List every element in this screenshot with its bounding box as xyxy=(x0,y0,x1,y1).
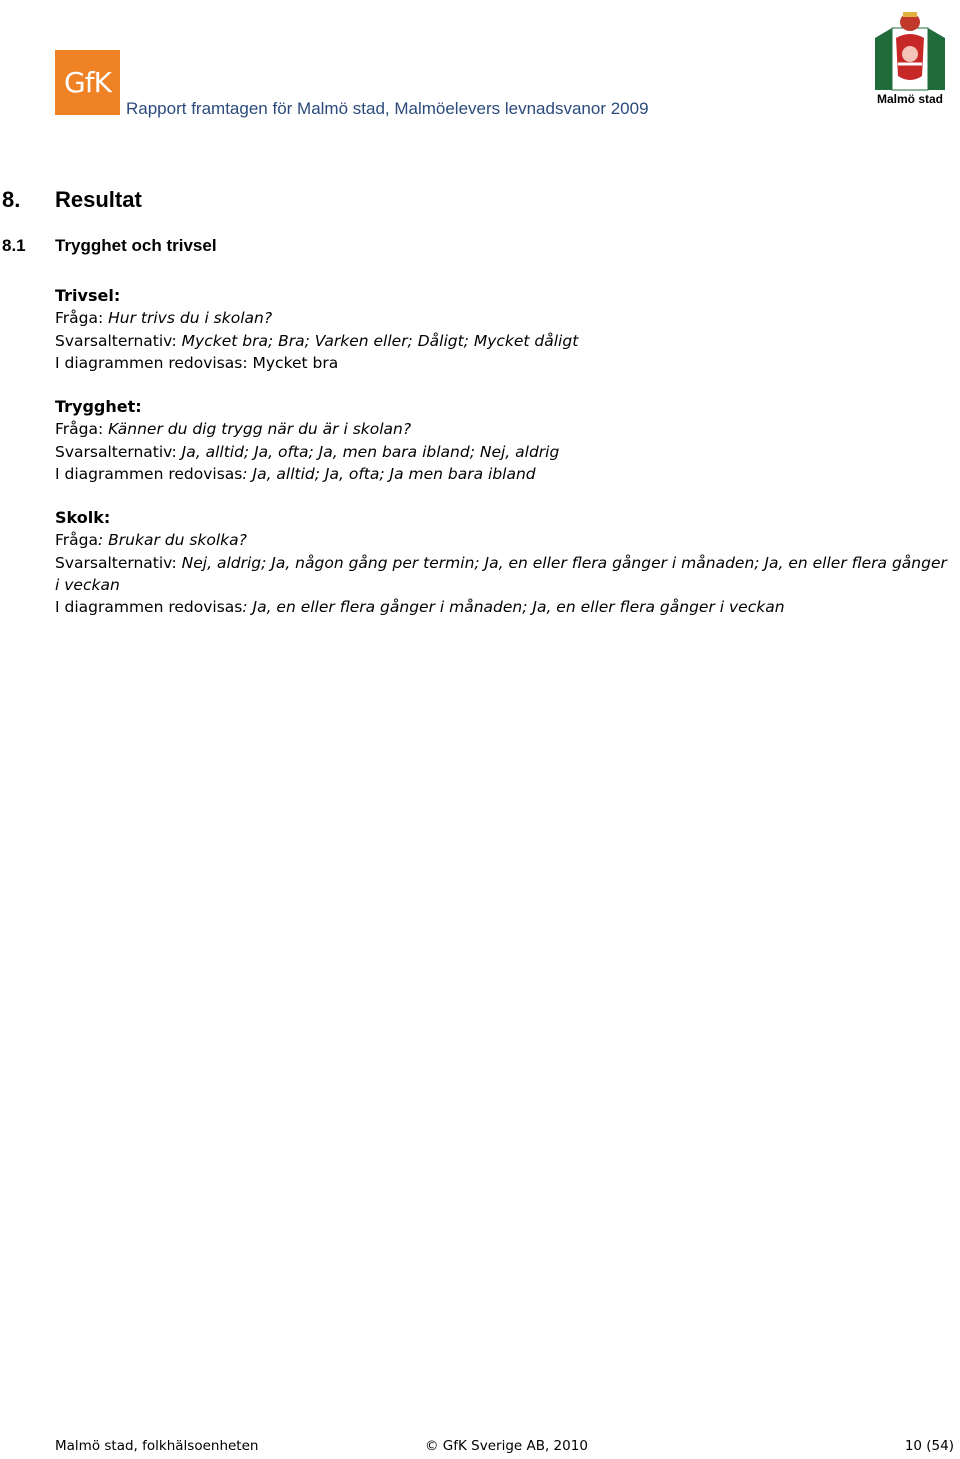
subheading-trygghet-och-trivsel xyxy=(2,236,217,256)
shown-line: I diagrammen redovisas: Ja, alltid; Ja, ofta; Ja men bara ibland xyxy=(55,464,536,483)
malmo-logo-text: Malmö stad xyxy=(876,92,943,106)
section-trygghet xyxy=(55,396,950,485)
footer-center: © GfK Sverige AB, 2010 xyxy=(425,1438,588,1454)
section-title: Skolk: xyxy=(55,508,111,527)
question-line: Fråga: Brukar du skolka? xyxy=(55,531,247,550)
question-text: : Brukar du skolka? xyxy=(98,531,247,550)
heading-number: 8. xyxy=(2,187,21,212)
header-title: Rapport framtagen för Malmö stad, Malmöelevers levnadsvanor 2009 xyxy=(126,99,649,118)
section-title: Trygghet: xyxy=(55,397,142,416)
options-text: Mycket bra; Bra; Varken eller; Dåligt; Mycket dåligt xyxy=(176,331,579,350)
gfk-logo xyxy=(55,50,120,115)
options-text: Ja, alltid; Ja, ofta; Ja, men bara ibland; Nej, aldrig xyxy=(176,442,560,461)
section-title: Trivsel: xyxy=(55,286,121,305)
options-text: Nej, aldrig; Ja, någon gång per termin; Ja, en eller flera gånger i månaden; Ja, en eller flera gånger i veckan xyxy=(55,553,947,594)
heading-resultat xyxy=(2,187,142,213)
question-line: Fråga: Känner du dig trygg när du är i skolan? xyxy=(55,420,412,439)
section-skolk xyxy=(55,507,950,618)
subheading-number: 8.1 xyxy=(2,236,26,255)
question-text: Hur trivs du i skolan? xyxy=(103,309,273,328)
subheading-text: Trygghet och trivsel xyxy=(55,236,217,255)
options-line: Svarsalternativ: Ja, alltid; Ja, ofta; Ja, men bara ibland; Nej, aldrig xyxy=(55,442,560,461)
heading-text: Resultat xyxy=(55,187,142,212)
shown-line: I diagrammen redovisas: Ja, en eller flera gånger i månaden; Ja, en eller flera gånger i veckan xyxy=(55,598,785,617)
malmo-stad-logo xyxy=(872,8,948,108)
options-line: Svarsalternativ: Mycket bra; Bra; Varken eller; Dåligt; Mycket dåligt xyxy=(55,331,579,350)
question-line: Fråga: Hur trivs du i skolan? xyxy=(55,309,273,328)
section-trivsel xyxy=(55,285,950,374)
footer-left: Malmö stad, folkhälsoenheten xyxy=(55,1438,259,1454)
question-text: Känner du dig trygg när du är i skolan? xyxy=(103,420,412,439)
shown-text: : Ja, en eller flera gånger i månaden; Ja, en eller flera gånger i veckan xyxy=(242,598,785,617)
gfk-logo-text: GfK xyxy=(64,66,111,99)
options-line: Svarsalternativ: Nej, aldrig; Ja, någon gång per termin; Ja, en eller flera gånger i månaden; Ja, en eller flera gånger i veckan xyxy=(55,553,947,594)
shown-text: : Ja, alltid; Ja, ofta; Ja men bara ibland xyxy=(242,464,536,483)
footer-page-number: 10 (54) xyxy=(904,1438,954,1454)
shown-text: Mycket bra xyxy=(247,353,339,372)
shown-line: I diagrammen redovisas: Mycket bra xyxy=(55,353,339,372)
